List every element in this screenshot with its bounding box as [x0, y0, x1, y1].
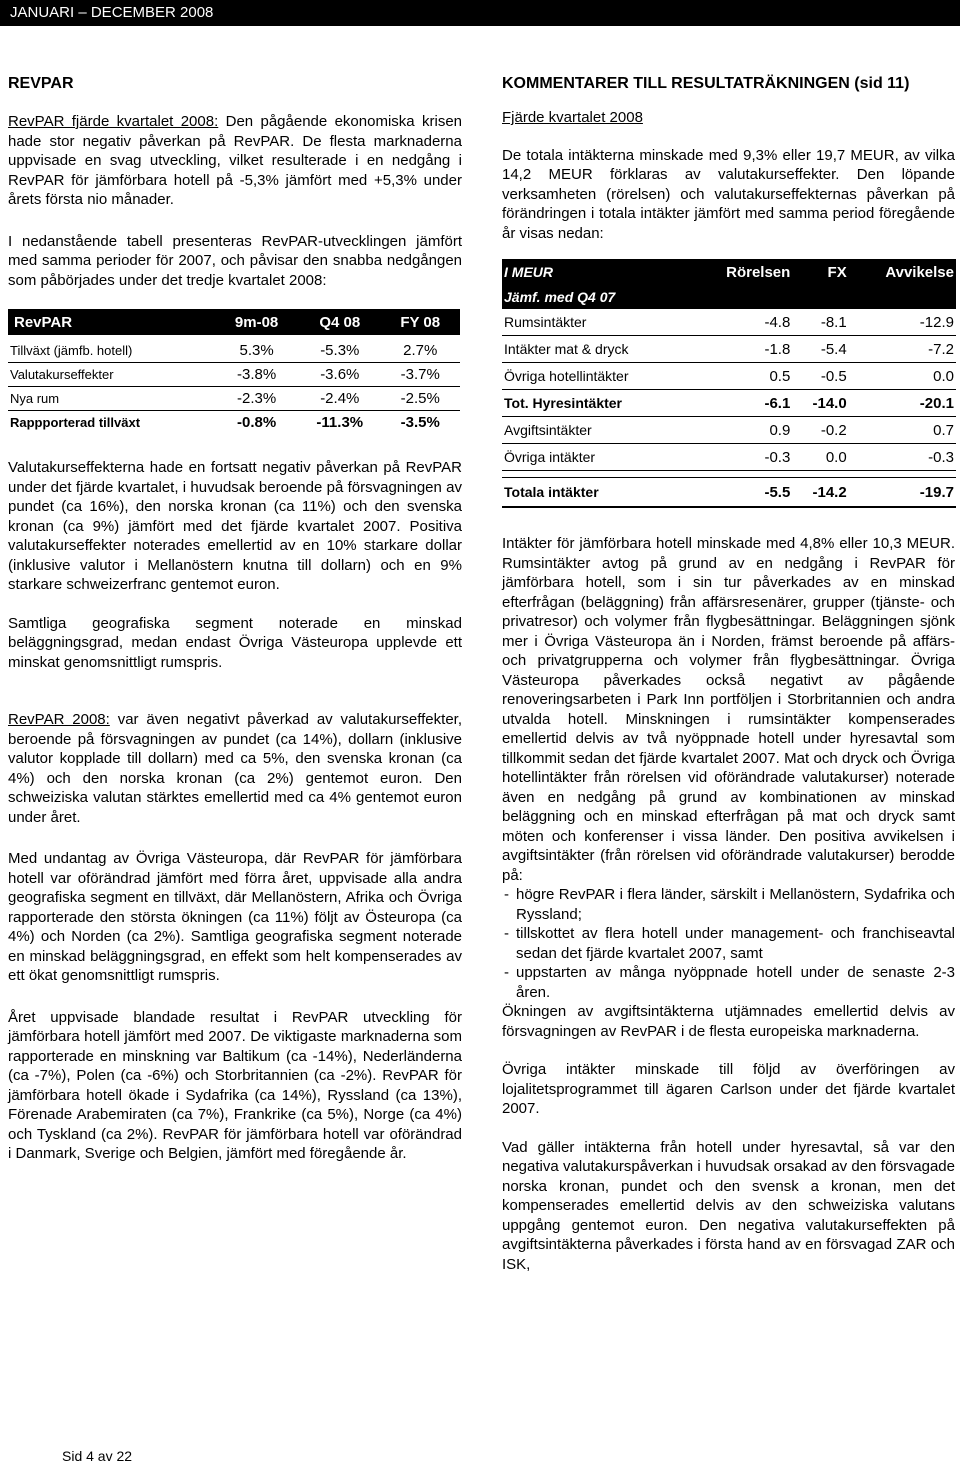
row-value: 2.7%: [380, 335, 460, 363]
row-label: Rumsintäkter: [502, 309, 692, 336]
row-value: 5.3%: [214, 335, 299, 363]
fx-table-header: [502, 259, 956, 285]
row-value: 0.5: [692, 363, 793, 390]
row-label: Rappporterad tillväxt: [10, 415, 141, 430]
paragraph-table-intro: I nedanstående tabell presenteras RevPAR-utvecklingen jämfört med samma perioder för 2007, och påvisar den snabba nedgången som påbörjades under det tredje kvartalet 2008:: [8, 232, 462, 289]
list-item: - tillskottet av flera hotell under management- och franchiseavtal sedan det fjärde kvartalet 2007, samt: [502, 924, 955, 963]
paragraph-comparable-hotels: Intäkter för jämförbara hotell minskade med 4,8% eller 10,3 MEUR. Rumsintäkter avtog på grund av en nedgång i RevPAR för jämförbara hotell, som i sin tur påverkades av en minskad efterfrågan (beläggning) från affärsresenärer, grupper (tjänste- och privatresor) och volymer från flygbesättningar. Beläggningen sjönk mer i Övriga Västeuropa än i Norden, främst beroende på affärs- och privatgrupperna och volymer från flygbesättningar. Övriga Västeuropa påverkades också negativt av pågående renoveringsarbeten i Park Inn portföljen i Storbritannien och andra utvalda hotell. Minskningen i rumsintäkter kompenserades emellertid delvis av två nyöppnade hotell under hyresavtal som tillkommit sedan det fjärde kvartalet 2007. Mat och dryck och Övriga hotellintäkter från rörelsen vid oförändrade valutakurser) noterade även en nedgång på grund av kombinationen av minskad beläggning och en minskad efterfrågan på mat och dryck samt möten och konferenser i vissa länder. Den positiva avvikelsen i avgiftsintäkter (från rörelsen vid oförändrade valutakurser) berodde på:: [502, 535, 955, 884]
subsection-title-q4: Fjärde kvartalet 2008: [502, 109, 643, 126]
row-value: -3.7%: [380, 363, 460, 387]
paragraph-q4-body: Den pågående ekonomiska krisen hade stor negativ påverkan på RevPAR. De flesta marknaderna uppvisade en svag utveckling, vilket resulterade i en nedgång i RevPAR för jämförbara hotell på -5,3% jämfört med +5,3% under årets första nio månader.: [8, 113, 463, 208]
row-value: -0.3: [849, 444, 956, 471]
row-value: -7.2: [849, 336, 956, 363]
row-label: Nya rum: [8, 387, 214, 411]
row-value: -2.5%: [380, 387, 460, 411]
revpar-col-9m: 9m-08: [214, 309, 299, 335]
table-row: [502, 444, 956, 471]
paragraph-other-income: Övriga intäkter minskade till följd av överföringen av lojalitetsprogrammet till ägaren Carlson under det fjärde kvartalet 2007.: [502, 1061, 955, 1117]
row-value: -5.5: [692, 478, 793, 508]
row-value: -3.6%: [299, 363, 380, 387]
row-value: -0.8%: [237, 414, 277, 431]
fx-col-unit: I MEUR: [502, 259, 692, 285]
row-value: -12.9: [849, 309, 956, 336]
row-value: -14.2: [792, 478, 848, 508]
table-row: [8, 387, 460, 411]
row-value: 0.0: [792, 444, 848, 471]
paragraph-q4-lead: RevPAR fjärde kvartalet 2008:: [8, 113, 219, 130]
row-value: -3.8%: [214, 363, 299, 387]
paragraph-q4: [8, 112, 462, 210]
section-title-revpar: REVPAR: [8, 75, 74, 92]
table-row-subtotal: [502, 390, 956, 417]
paragraph-revpar-2008: [8, 710, 462, 827]
revpar-col-q4: Q4 08: [299, 309, 380, 335]
header-period: JANUARI – DECEMBER 2008: [10, 4, 214, 21]
paragraph-segments: Samtliga geografiska segment noterade en minskad beläggningsgrad, medan endast Övriga Västeuropa upplevde ett minskat genomsnittligt rumspris.: [8, 614, 462, 671]
paragraph-markets: Året uppvisade blandade resultat i RevPAR utveckling för jämförbara hotell jämfört med 2007. De viktigaste marknaderna som rapporterade en minskning var Baltikum (ca -14%), Nederländerna (ca -7%), Polen (ca -6%) och Storbritannien (ca -2%). RevPAR för jämförbara hotell ökade i Sydafrika (ca 14%), Ryssland (ca 13%), Förenade Arabemiraten (ca 7%), Frankrike (ca 5%), Norge (ca 4%) och Tyskland (ca 2%). RevPAR för jämförbara hotell var oförändrad i Danmark, Sverige och Belgien, jämfört med föregående år.: [8, 1008, 462, 1162]
row-label: Tillväxt (jämfb. hotell): [8, 335, 214, 363]
revpar-col-label: RevPAR: [8, 309, 214, 335]
paragraph-fee-income: Ökningen av avgiftsintäkterna utjämnades emellertid delvis av försvagningen av RevPAR i de flesta europeiska marknaderna.: [502, 1003, 955, 1040]
row-value: -2.3%: [214, 387, 299, 411]
fx-col-variance: Avvikelse: [849, 259, 956, 285]
fx-comparison-label: Jämf. med Q4 07: [502, 285, 956, 309]
paragraph-western-europe: Med undantag av Övriga Västeuropa, där RevPAR för jämförbara hotell var oförändrad jämfört med förra året, uppvisade alla andra geografiska segment en tillväxt, där Mellanöstern, Afrika och Övriga rapporterade den största ökningen (ca 11%) följt av Östeuropa (ca 4%) och Norden (ca 2%). Samtliga geografiska segment noterade en minskad beläggningsgrad, en effekt som helt kompenserades av ett ökat genomsnittligt rumspris.: [8, 850, 462, 984]
table-row: [502, 336, 956, 363]
revenue-fx-table: [502, 259, 956, 508]
paragraph-revpar-2008-lead: RevPAR 2008:: [8, 711, 110, 728]
row-value: 0.0: [849, 363, 956, 390]
row-label: Övriga hotellintäkter: [502, 363, 692, 390]
paragraph-revpar-2008-body: var även negativt påverkad av valutakurseffekter, beroende på försvagningen av pundet (ca 14%), dollarn (inklusive valutor kopplade till dollarn) med ca 5%, den svenska kronan (ca 4%) och den norska kronan (ca 2%) gentemot euron. Den schweiziska valutan stärktes emellertid med ca 4% gentemot euron under året.: [8, 711, 462, 826]
row-value: -2.4%: [299, 387, 380, 411]
row-value: -1.8: [692, 336, 793, 363]
table-row: [502, 363, 956, 390]
left-column: [8, 74, 462, 1164]
document-header-bar: [0, 0, 960, 26]
paragraph-currency-effects: Valutakurseffekterna hade en fortsatt negativ påverkan på RevPAR under det fjärde kvartalet, i huvudsak beroende på försvagningen av pundet (ca 16%), den norska kronan (ca 11%) och den svenska kronan (ca 9%) jämfört med det fjärde kvartalet 2007. Positiva valutakurseffekter noterades emellertid av en 10% starkare dollar (inklusive valutor i Mellanöstern knutna till dollarn) och en 9% starkare schweizerfranc gentemot euron.: [8, 459, 462, 593]
list-item: - uppstarten av många nyöppnade hotell under de senaste 2-3 åren.: [502, 963, 955, 1002]
row-value: -6.1: [692, 390, 793, 417]
table-row-total: [8, 411, 460, 435]
row-value: -0.5: [792, 363, 848, 390]
row-value: -14.0: [792, 390, 848, 417]
table-row: [8, 335, 460, 363]
row-label: Valutakurseffekter: [8, 363, 214, 387]
row-value: -5.3%: [299, 335, 380, 363]
table-spacer: [502, 471, 956, 478]
page-number: Sid 4 av 22: [62, 1448, 133, 1464]
row-value: -19.7: [849, 478, 956, 508]
row-value: -3.5%: [400, 414, 440, 431]
table-row-total: [502, 478, 956, 508]
table-row: [502, 309, 956, 336]
fx-table-subheader: [502, 285, 956, 309]
row-value: -4.8: [692, 309, 793, 336]
fx-col-fx: FX: [792, 259, 848, 285]
row-label: Övriga intäkter: [502, 444, 692, 471]
row-value: -0.3: [692, 444, 793, 471]
table-row: [502, 417, 956, 444]
row-value: -0.2: [792, 417, 848, 444]
row-label: Avgiftsintäkter: [502, 417, 692, 444]
revpar-col-fy: FY 08: [380, 309, 460, 335]
row-value: -8.1: [792, 309, 848, 336]
row-label: Tot. Hyresintäkter: [502, 390, 692, 417]
row-value: -11.3%: [316, 414, 364, 431]
right-column: [502, 74, 955, 1274]
row-value: -5.4: [792, 336, 848, 363]
paragraph-total-revenue: De totala intäkterna minskade med 9,3% eller 19,7 MEUR, av vilka 14,2 MEUR förklaras av valutakurseffekter. Den löpande verksamheten (rörelsen) och valutakurseffekternas påverkan på förändringen i totala intäkter jämfört med samma period föregående år visas nedan:: [502, 146, 955, 242]
bullet-list: [502, 885, 955, 1002]
row-value: -20.1: [849, 390, 956, 417]
row-label: Intäkter mat & dryck: [502, 336, 692, 363]
fx-col-operations: Rörelsen: [692, 259, 793, 285]
row-value: 0.7: [849, 417, 956, 444]
row-value: 0.9: [692, 417, 793, 444]
revpar-table: [8, 309, 460, 434]
table-row: [8, 363, 460, 387]
revpar-table-header: [8, 309, 460, 335]
row-label: Totala intäkter: [502, 478, 692, 508]
section-title-comments: KOMMENTARER TILL RESULTATRÄKNINGEN (sid 11): [502, 75, 910, 92]
list-item: - högre RevPAR i flera länder, särskilt i Mellanöstern, Sydafrika och Ryssland;: [502, 885, 955, 924]
paragraph-leased-hotels: Vad gäller intäkterna från hotell under hyresavtal, så var den negativa valutakurspåverkan i huvudsak orsakad av den försvagade norska kronan, pundet och den svensk a kronan, men det kompenserades emellertid delvis av den schweiziska valutans uppgång gentemot euron. Den negativa valutakurseffekten på avgiftsintäkterna påverkades i första hand av en försvagad ZAR och ISK,: [502, 1138, 955, 1273]
